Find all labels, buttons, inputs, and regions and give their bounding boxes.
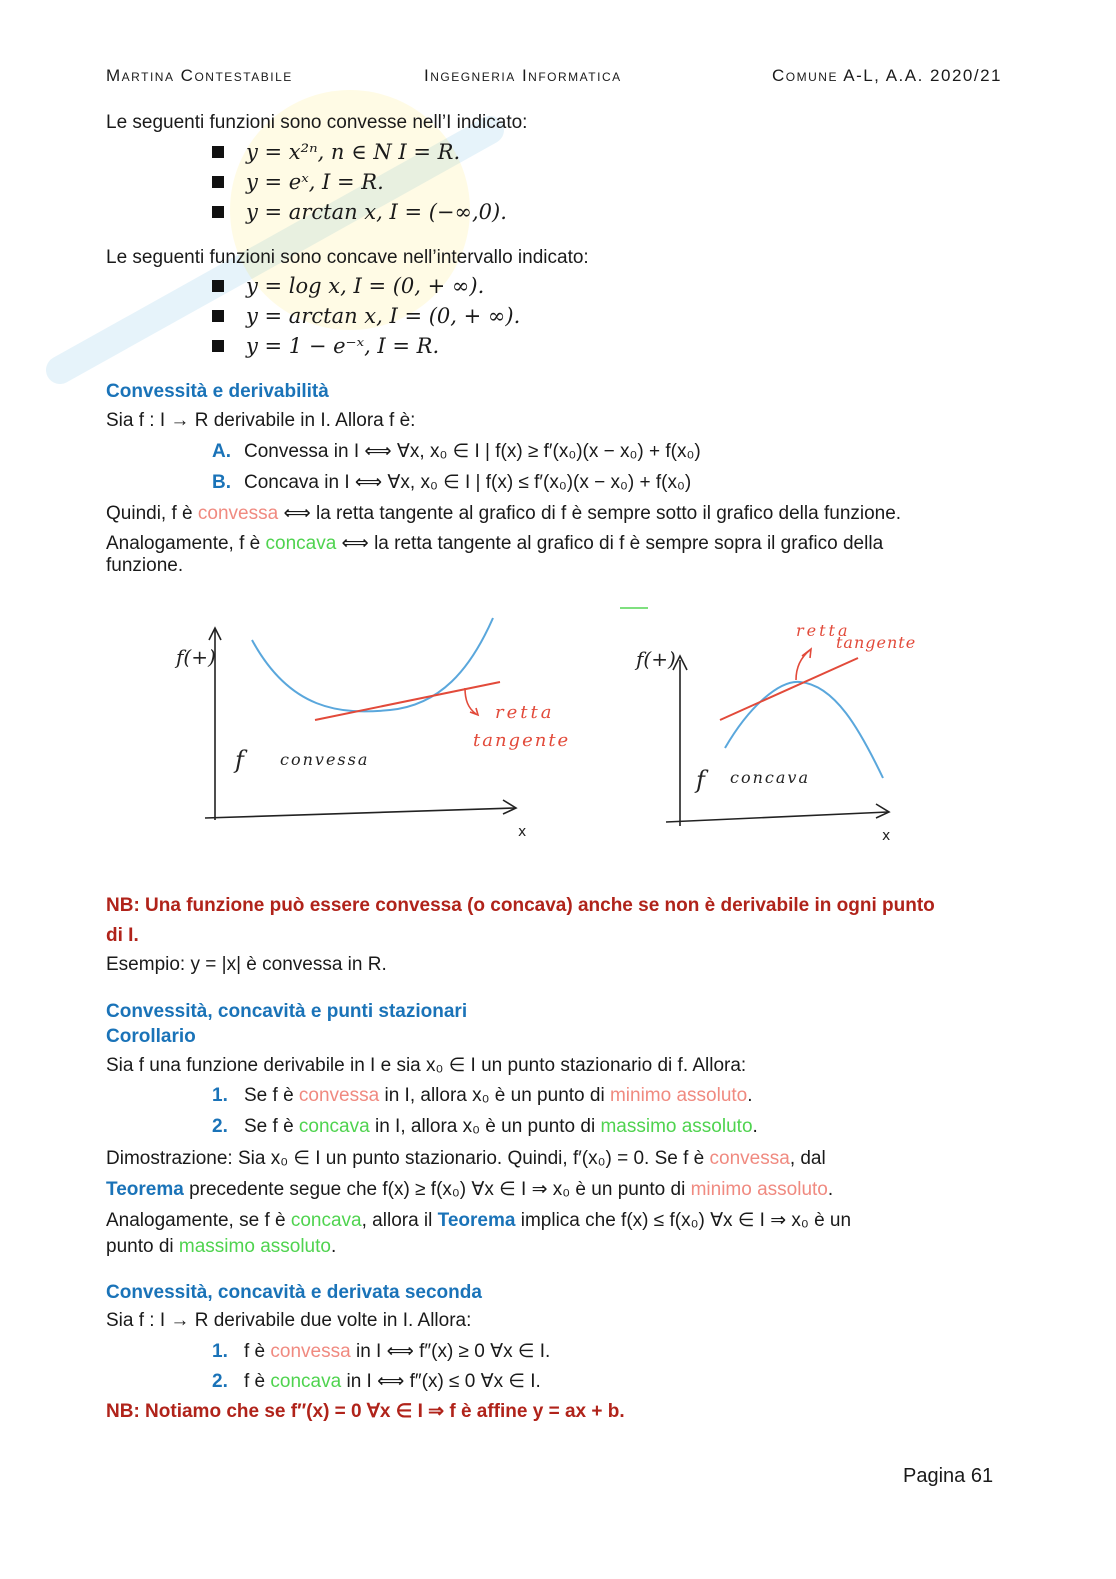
x-axis — [666, 812, 888, 822]
proof-line: punto di massimo assoluto. — [106, 1236, 337, 1257]
concave-curve — [725, 682, 883, 778]
header-group: Comune A-L, A.A. 2020/21 — [772, 66, 1002, 85]
list-item: y = arctan x, I = (0, + ∞). — [212, 304, 520, 328]
header-author: Martina Contestabile — [106, 66, 293, 85]
intro-concave: Le seguenti funzioni sono concave nell’intervallo indicato: — [106, 247, 589, 268]
tangent-label: retta — [495, 702, 555, 723]
x-label: x — [518, 824, 527, 840]
sec3-sia: Sia f : I → R derivabile due volte in I. Allora: — [106, 1310, 472, 1331]
intro-convex: Le seguenti funzioni sono convesse nell’I indicato: — [106, 112, 528, 133]
list-item: 2. f è concava in I ⟺ f″(x) ≤ 0 ∀x ∈ I. — [212, 1371, 541, 1392]
y-label: f(+) — [636, 647, 676, 671]
x-axis — [205, 808, 515, 818]
curve-label: convessa — [280, 750, 370, 769]
x-arrow — [876, 804, 889, 818]
proof-line: Dimostrazione: Sia x₀ ∈ I un punto stazionario. Quindi, f′(x₀) = 0. Se f è convessa, dal — [106, 1148, 826, 1169]
example-line: Esempio: y = |x| è convessa in R. — [106, 954, 387, 975]
sec2-sia: Sia f una funzione derivabile in I e sia x₀ ∈ I un punto stazionario di f. Allora: — [106, 1055, 747, 1076]
list-item: y = 1 − e⁻ˣ, I = R. — [212, 334, 439, 358]
convex-curve — [252, 618, 493, 711]
arrow-icon — [796, 649, 811, 680]
nb-note: NB: Una funzione può essere convessa (o concava) anche se non è derivabile in ogni punto — [106, 895, 935, 916]
tangent-line — [315, 682, 500, 720]
nb-note-cont: di I. — [106, 925, 139, 946]
f-label: f — [235, 746, 244, 774]
list-item: A. Convessa in I ⟺ ∀x, x₀ ∈ I | f(x) ≥ f′(x₀)(x − x₀) + f(x₀) — [212, 441, 701, 462]
list-item: 2. Se f è concava in I, allora x₀ è un punto di massimo assoluto. — [212, 1116, 758, 1137]
list-item: y = x²ⁿ, n ∈ N I = R. — [212, 140, 460, 164]
nb-note: NB: Notiamo che se f″(x) = 0 ∀x ∈ I ⇒ f è affine y = ax + b. — [106, 1401, 625, 1422]
analogamente-line: Analogamente, f è concava ⟺ la retta tangente al grafico di f è sempre sopra il grafico della — [106, 533, 884, 554]
proof-line: Teorema precedente segue che f(x) ≥ f(x₀) ∀x ∈ I ⇒ x₀ è un punto di minimo assoluto. — [106, 1179, 834, 1200]
watermark-logo — [20, 40, 540, 420]
section-title: Convessità e derivabilità — [106, 381, 329, 402]
proof-line: Analogamente, se f è concava, allora il Teorema implica che f(x) ≤ f(x₀) ∀x ∈ I ⇒ x₀ è un — [106, 1210, 852, 1231]
analogamente-line-cont: funzione. — [106, 555, 184, 576]
section-title: Convessità, concavità e punti stazionari — [106, 1001, 468, 1022]
list-item: y = log x, I = (0, + ∞). — [212, 274, 484, 298]
list-item: 1. f è convessa in I ⟺ f″(x) ≥ 0 ∀x ∈ I. — [212, 1341, 551, 1362]
graph-convex — [160, 600, 571, 850]
graph-concave — [620, 600, 940, 850]
tangent-label: tangente — [836, 633, 917, 652]
arrow-icon — [465, 688, 478, 715]
list-item: y = arctan x, I = (−∞,0). — [212, 200, 507, 224]
curve-label: concava — [730, 768, 810, 787]
y-label: f(+) — [176, 645, 216, 669]
page-number: Pagina 61 — [903, 1465, 994, 1487]
quindi-line: Quindi, f è convessa ⟺ la retta tangente al grafico di f è sempre sotto il grafico della funzione. — [106, 503, 902, 524]
tangent-label: tangente — [473, 730, 571, 751]
section-subtitle: Corollario — [106, 1026, 196, 1047]
x-arrow — [503, 800, 516, 814]
list-item: y = eˣ, I = R. — [212, 170, 384, 194]
tangent-line — [720, 658, 858, 720]
list-item: 1. Se f è convessa in I, allora x₀ è un punto di minimo assoluto. — [212, 1085, 753, 1106]
x-label: x — [882, 828, 891, 844]
header-course: Ingegneria Informatica — [424, 66, 622, 85]
f-label: f — [696, 766, 705, 794]
section-title: Convessità, concavità e derivata seconda — [106, 1282, 482, 1303]
sec1-sia: Sia f : I → R derivabile in I. Allora f è: — [106, 410, 416, 431]
list-item: B. Concava in I ⟺ ∀x, x₀ ∈ I | f(x) ≤ f′(x₀)(x − x₀) + f(x₀) — [212, 472, 692, 493]
tangent-label: retta — [796, 621, 851, 640]
